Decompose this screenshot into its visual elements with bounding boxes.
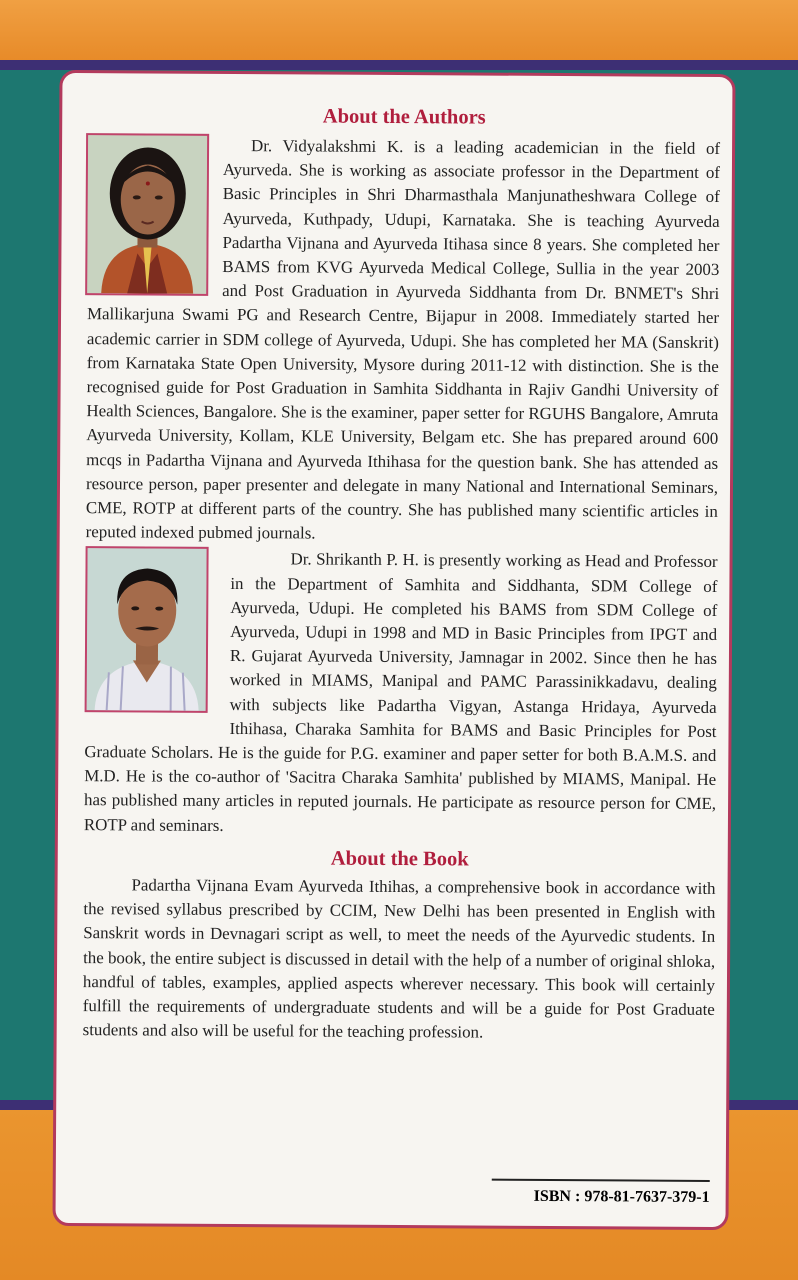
card-content: [83, 103, 721, 1046]
back-cover-text-card: [52, 70, 735, 1230]
isbn-divider: [492, 1179, 710, 1182]
about-book-heading: About the Book: [330, 847, 469, 871]
cover-top-orange-band: [0, 0, 798, 62]
about-authors-heading: About the Authors: [322, 105, 486, 129]
author1-bio: Dr. Vidyalakshmi K. is a leading academician in the field of Ayurveda. She is working as associate professor in the Department of Basic Principles in Shri Dharmasthala Manjunatheshwara College of Ayurveda, Kuthpady, Udupi, Karnataka. She is teaching Ayurveda Padartha Vijnana and Ayurveda Itihasa since 8 years. She completed her BAMS from KVG Ayurveda Medical College, Sullia in the year 2003 and Post Graduation in Ayurveda Siddhanta from Dr. BNMET's Shri Mallikarjuna Swami PG and Research Centre, Bijapur in 2008. Immediately started her academic carrier in SDM college of Ayurveda, Udupi. She has completed her MA (Sanskrit) from Karnataka State Open University, Mysore during 2011-12 with distinction. She is the recognised guide for Post Graduation in Samhita Siddhanta in Rajiv Gandhi University of Health Sciences, Bangalore. She is the examiner, paper setter for RGUHS Bangalore, Amruta Ayurveda University, Kollam, KLE University, Belgam etc. She has prepared around 600 mcqs in Padartha Vijnana and Ayurveda Ithihasa for the question bank. She has attended as resource person, paper presenter and delegate in many National and International Seminars, CME, ROTP at different parts of the country. She has published many scientific articles in reputed indexed pubmed journals.: [85, 136, 721, 543]
author1-section: [86, 133, 721, 548]
author2-section: [84, 547, 718, 841]
isbn-number: ISBN : 978-81-7637-379-1: [533, 1187, 710, 1206]
author2-photo: [85, 547, 209, 714]
portrait-photo-woman-icon: [87, 135, 207, 294]
author2-bio: Dr. Shrikanth P. H. is presently working as Head and Professor in the Department of Samhita and Siddhanta, SDM College of Ayurveda, Udupi. He completed his BAMS from SDM College of Ayurveda, Udupi in 1998 and MD in Basic Principles from IPGT and R. Gujarat Ayurveda University, Jamnagar in 2002. Since then he has worked in MIAMS, Manipal and PAMC Parassinikkadavu, dealing with subjects like Padartha Vigyan, Astanga Hridaya, Ayurveda Ithihasa, Charaka Samhita for BAMS and Basic Principles for Post Graduate Scholars. He is the guide for P.G. examiner and paper setter for both B.A.M.S. and M.D. He is the co-author of 'Sacitra Charaka Samhita' published by MIAMS, Manipal. He has published many articles in reputed journals. He participate as resource person for CME, ROTP and seminars.: [83, 549, 718, 835]
author1-photo: [85, 133, 209, 296]
isbn-block: [492, 1179, 710, 1207]
book-description: Padartha Vijnana Evam Ayurveda Ithihas, a comprehensive book in accordance with the revised syllabus prescribed by CCIM, New Delhi has been presented in English with Sanskrit words in Devnagari script as well, to meet the needs of the Ayurvedic students. In the book, the entire subject is discussed in detail with the help of a number of original shloka, handful of tables, examples, applied aspects wherever necessary. This book will certainly fulfill the requirements of undergraduate students and will be a guide for Post Graduate students and also will be useful for the teaching profession.: [82, 875, 716, 1042]
portrait-photo-man-icon: [87, 549, 207, 712]
